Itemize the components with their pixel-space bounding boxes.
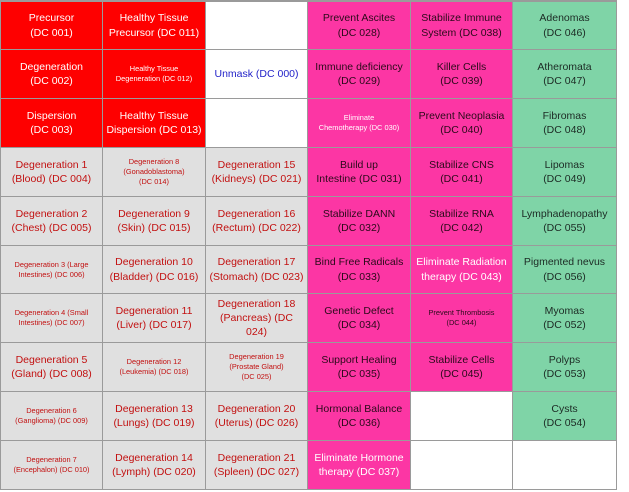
cell-label: Degeneration (DC 002) <box>19 60 84 87</box>
cell-label: Degeneration 19 (Prostate Gland) (DC 025) <box>229 352 284 381</box>
code-cell-dc-036[interactable] <box>308 392 411 441</box>
code-cell-dc-007[interactable] <box>0 294 103 343</box>
cell-label: Degeneration 20 (Uterus) (DC 026) <box>214 402 299 429</box>
cell-label: Degeneration 6 (Ganglioma) (DC 009) <box>15 406 88 425</box>
cell-label: Immune deficiency (DC 029) <box>315 60 403 87</box>
code-cell-dc-048[interactable] <box>513 99 617 148</box>
code-cell-dc-020[interactable] <box>103 441 206 490</box>
cell-label: Stabilize DANN (DC 032) <box>322 207 396 234</box>
code-cell-dc-016[interactable] <box>103 246 206 294</box>
cell-label: Eliminate Chemotherapy (DC 030) <box>318 113 400 132</box>
code-cell-dc-017[interactable] <box>103 294 206 343</box>
code-cell-dc-040[interactable] <box>411 99 513 148</box>
code-cell-dc-008[interactable] <box>0 343 103 392</box>
cell-label: Build up Intestine (DC 031) <box>316 158 402 185</box>
cell-label: Bind Free Radicals (DC 033) <box>314 256 404 283</box>
cell-label: Genetic Defect (DC 034) <box>324 304 394 331</box>
code-cell-dc-013[interactable] <box>103 99 206 148</box>
code-cell-dc-012[interactable] <box>103 50 206 99</box>
code-cell-dc-009[interactable] <box>0 392 103 441</box>
cell-label: Degeneration 18 (Pancreas) (DC 024) <box>217 297 296 339</box>
code-cell-dc-037[interactable] <box>308 441 411 490</box>
cell-label: Stabilize Immune System (DC 038) <box>421 12 502 39</box>
cell-label: Healthy Tissue Precursor (DC 011) <box>108 12 200 39</box>
code-cell-dc-024[interactable] <box>206 294 308 343</box>
code-cell-dc-021[interactable] <box>206 148 308 197</box>
code-cell-dc-018[interactable] <box>103 343 206 392</box>
code-cell-dc-010[interactable] <box>0 441 103 490</box>
code-cell-dc-047[interactable] <box>513 50 617 99</box>
code-cell-dc-006[interactable] <box>0 246 103 294</box>
code-cell-dc-029[interactable] <box>308 50 411 99</box>
cell-label: Degeneration 11 (Liver) (DC 017) <box>115 304 193 331</box>
cell-label: Prevent Thrombosis (DC 044) <box>428 308 495 327</box>
code-cell-dc-031[interactable] <box>308 148 411 197</box>
cell-label: Fibromas (DC 048) <box>542 109 587 136</box>
code-cell-dc-030[interactable] <box>308 99 411 148</box>
code-cell-dc-052[interactable] <box>513 294 617 343</box>
cell-label: Support Healing (DC 035) <box>321 353 397 380</box>
empty-cell <box>411 441 513 490</box>
cell-label: Degeneration 8 (Gonadoblastoma) (DC 014) <box>123 157 185 186</box>
cell-label: Lymphadenopathy (DC 055) <box>521 207 608 234</box>
code-cell-dc-027[interactable] <box>206 441 308 490</box>
cell-label: Hormonal Balance (DC 036) <box>315 402 403 429</box>
code-cell-dc-032[interactable] <box>308 197 411 246</box>
cell-label: Lipomas (DC 049) <box>543 158 586 185</box>
cell-label: Precursor (DC 001) <box>28 12 75 39</box>
code-cell-dc-044[interactable] <box>411 294 513 343</box>
code-cell-dc-042[interactable] <box>411 197 513 246</box>
empty-cell <box>206 2 308 50</box>
cell-label: Dispersion (DC 003) <box>26 109 77 136</box>
cell-label: Degeneration 5 (Gland) (DC 008) <box>11 353 92 380</box>
cell-label: Stabilize CNS (DC 041) <box>429 158 494 185</box>
cell-label: Degeneration 2 (Chest) (DC 005) <box>11 207 92 234</box>
code-cell-dc-025[interactable] <box>206 343 308 392</box>
cell-label: Degeneration 10 (Bladder) (DC 016) <box>109 256 199 283</box>
code-cell-dc-004[interactable] <box>0 148 103 197</box>
empty-cell <box>411 392 513 441</box>
code-cell-dc-003[interactable] <box>0 99 103 148</box>
code-cell-dc-022[interactable] <box>206 197 308 246</box>
code-cell-dc-055[interactable] <box>513 197 617 246</box>
cell-label: Healthy Tissue Degeneration (DC 012) <box>115 64 193 83</box>
code-cell-dc-038[interactable] <box>411 2 513 50</box>
code-cell-dc-045[interactable] <box>411 343 513 392</box>
code-cell-dc-034[interactable] <box>308 294 411 343</box>
empty-cell <box>513 441 617 490</box>
empty-cell <box>206 99 308 148</box>
cell-label: Healthy Tissue Dispersion (DC 013) <box>106 109 202 136</box>
cell-label: Degeneration 17 (Stomach) (DC 023) <box>209 256 304 283</box>
cell-label: Degeneration 1 (Blood) (DC 004) <box>11 158 92 185</box>
cell-label: Eliminate Hormone therapy (DC 037) <box>314 451 404 478</box>
code-cell-dc-019[interactable] <box>103 392 206 441</box>
code-cell-dc-011[interactable] <box>103 2 206 50</box>
code-cell-dc-023[interactable] <box>206 246 308 294</box>
cell-label: Stabilize RNA (DC 042) <box>429 207 494 234</box>
code-cell-dc-033[interactable] <box>308 246 411 294</box>
code-cell-dc-049[interactable] <box>513 148 617 197</box>
cell-label: Eliminate Radiation therapy (DC 043) <box>416 256 507 283</box>
cell-label: Polyps (DC 053) <box>543 353 586 380</box>
code-cell-dc-056[interactable] <box>513 246 617 294</box>
cell-label: Degeneration 4 (Small Intestines) (DC 007) <box>14 308 89 327</box>
cell-label: Unmask (DC 000) <box>214 67 299 80</box>
cell-label: Adenomas (DC 046) <box>539 12 590 39</box>
code-cell-dc-041[interactable] <box>411 148 513 197</box>
code-cell-dc-053[interactable] <box>513 343 617 392</box>
code-cell-dc-026[interactable] <box>206 392 308 441</box>
cell-label: Myomas (DC 052) <box>543 304 586 331</box>
code-cell-dc-014[interactable] <box>103 148 206 197</box>
cell-label: Degeneration 13 (Lungs) (DC 019) <box>113 402 195 429</box>
code-cell-dc-054[interactable] <box>513 392 617 441</box>
code-cell-dc-015[interactable] <box>103 197 206 246</box>
cell-label: Degeneration 7 (Encephalon) (DC 010) <box>13 455 90 474</box>
cell-label: Degeneration 3 (Large Intestines) (DC 006) <box>14 259 89 279</box>
cell-label: Degeneration 12 (Leukemia) (DC 018) <box>119 357 189 376</box>
cell-label: Prevent Neoplasia (DC 040) <box>418 109 505 136</box>
cell-label: Atheromata (DC 047) <box>537 60 592 87</box>
cell-label: Degeneration 16 (Rectum) (DC 022) <box>212 207 301 234</box>
cell-label: Stabilize Cells (DC 045) <box>428 353 495 380</box>
cell-label: Degeneration 14 (Lymph) (DC 020) <box>112 451 196 478</box>
cell-label: Prevent Ascites (DC 028) <box>322 12 396 39</box>
cell-label: Pigmented nevus (DC 056) <box>523 256 606 283</box>
code-cell-dc-035[interactable] <box>308 343 411 392</box>
cell-label: Degeneration 15 (Kidneys) (DC 021) <box>211 158 302 185</box>
code-cell-dc-039[interactable] <box>411 50 513 99</box>
code-cell-dc-002[interactable] <box>0 50 103 99</box>
cell-label: Cysts (DC 054) <box>543 402 586 429</box>
cell-label: Degeneration 9 (Skin) (DC 015) <box>117 207 191 234</box>
cell-label: Killer Cells (DC 039) <box>436 60 487 87</box>
code-cell-dc-001[interactable] <box>0 2 103 50</box>
cell-label: Degeneration 21 (Spleen) (DC 027) <box>213 451 300 478</box>
code-cell-dc-028[interactable] <box>308 2 411 50</box>
code-cell-dc-043[interactable] <box>411 246 513 294</box>
code-cell-dc-046[interactable] <box>513 2 617 50</box>
code-cell-dc-005[interactable] <box>0 197 103 246</box>
code-cell-dc-000[interactable] <box>206 50 308 99</box>
